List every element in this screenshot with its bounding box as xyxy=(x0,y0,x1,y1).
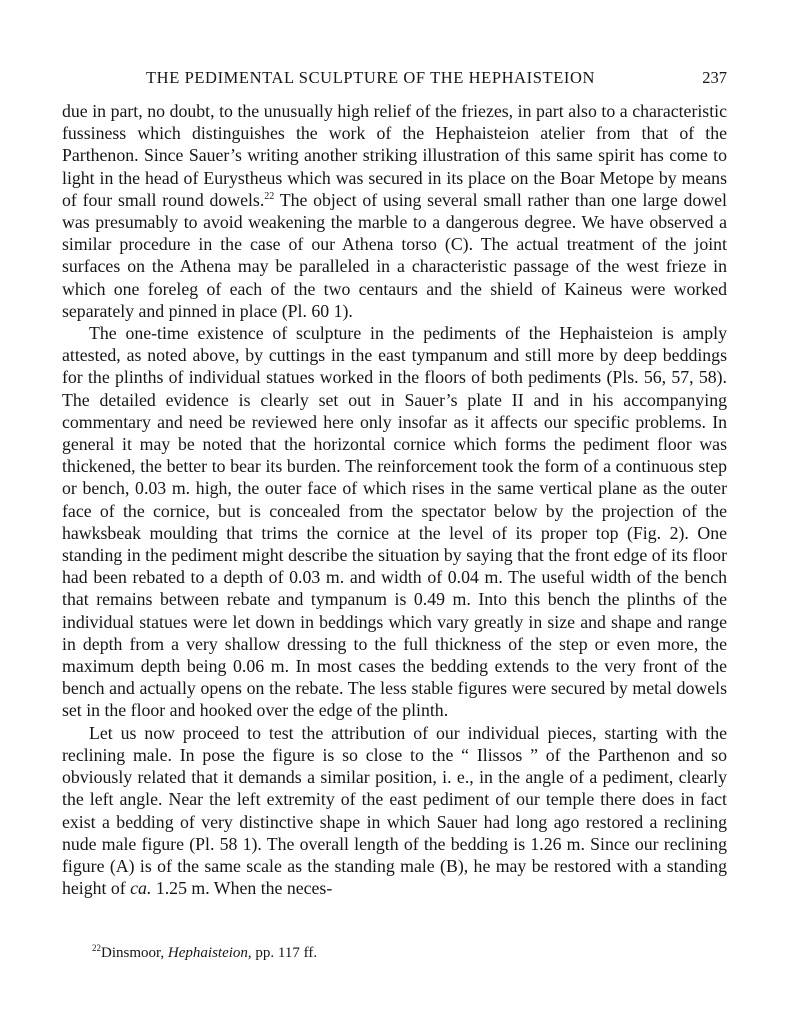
paragraph-1 xyxy=(62,100,727,322)
paragraph-3-text-a: Let us now proceed to test the attribution of our individual pieces, starting with the reclining male. In pose the figure is so close to the “ Ilissos ” of the Parthenon and so obviously related that it demands a similar position, i. e., in the angle of a pediment, clearly the left angle. Near the left extremity of the east pediment of our temple there does in fact exist a bedding of very distinctive shape in which Sauer had long ago restored a reclining nude male figure (Pl. 58 1). The overall length of the bedding is 1.26 m. Since our reclining figure (A) is of the same scale as the standing male (B), he may be restored with a standing height of xyxy=(62,722,727,899)
page-number: 237 xyxy=(702,68,727,87)
paragraph-1-text-b: The object of using several small rather than one large dowel was presumably to avoid weakening the marble to a dangerous degree. We have observed a similar procedure in the case of our Athena torso (C). The actual treatment of the joint surfaces on the Athena may be paralleled in a characteristic passage of the west frieze in which one foreleg of each of the two centaurs and the shield of Kaineus were worked separately and pinned in place (Pl. 60 1). xyxy=(62,189,727,321)
paragraph-3-text-b: 1.25 m. When the neces- xyxy=(151,878,333,899)
body-text xyxy=(62,100,727,899)
paragraph-2: The one-time existence of sculpture in the pediments of the Hephaisteion is amply attested, as noted above, by cuttings in the east tympanum and still more by deep beddings for the plinths of individual statues worked in the floors of both pediments (Pls. 56, 57, 58). The detailed evidence is clearly set out in Sauer’s plate II and in his accompanying commentary and need be reviewed here only insofar as it affects our specific problems. In general it may be noted that the horizontal cornice which forms the pediment floor was thickened, the better to bear its burden. The reinforcement took the form of a continuous step or bench, 0.03 m. high, the outer face of which rises in the same vertical plane as the outer face of the cornice, but is concealed from the spectator below by the projection of the hawksbeak moulding that trims the cornice at the level of its proper top (Fig. 2). One standing in the pediment might describe the situation by saying that the front edge of its floor had been rebated to a depth of 0.03 m. and width of 0.04 m. The useful width of the bench that remains between rebate and tympanum is 0.49 m. Into this bench the plinths of the individual statues were let down in beddings which vary greatly in size and shape and range in depth from a very shallow dressing to the full thickness of the step or even more, the maximum depth being 0.06 m. In most cases the bedding extends to the very front of the bench and actually opens on the rebate. The less stable figures were secured by metal dowels set in the floor and hooked over the edge of the plinth. xyxy=(62,323,727,721)
footnote-author: Dinsmoor, xyxy=(101,945,168,961)
running-title: THE PEDIMENTAL SCULPTURE OF THE HEPHAISTEION xyxy=(146,68,596,87)
footnote-22 xyxy=(92,943,317,962)
paragraph-3 xyxy=(62,722,727,900)
footnote-work-title: Hephaisteion xyxy=(167,945,248,961)
circa-abbreviation: ca. xyxy=(130,878,152,899)
running-header xyxy=(62,68,727,92)
footnote-pages: , pp. 117 ff. xyxy=(247,945,318,961)
footnote-reference-22[interactable]: 22 xyxy=(264,190,275,202)
footnote-mark: 22 xyxy=(92,943,101,953)
paragraph-1-text-a: due in part, no doubt, to the unusually high relief of the friezes, in part also to a characteristic fussiness which distinguishes the work of the Hephaisteion atelier from that of the Parthenon. Since Sauer’s writing another striking illustration of this same spirit has come to light in the head of Eurystheus which was secured in its place on the Boar Metope by means of four small round dowels. xyxy=(62,101,727,210)
